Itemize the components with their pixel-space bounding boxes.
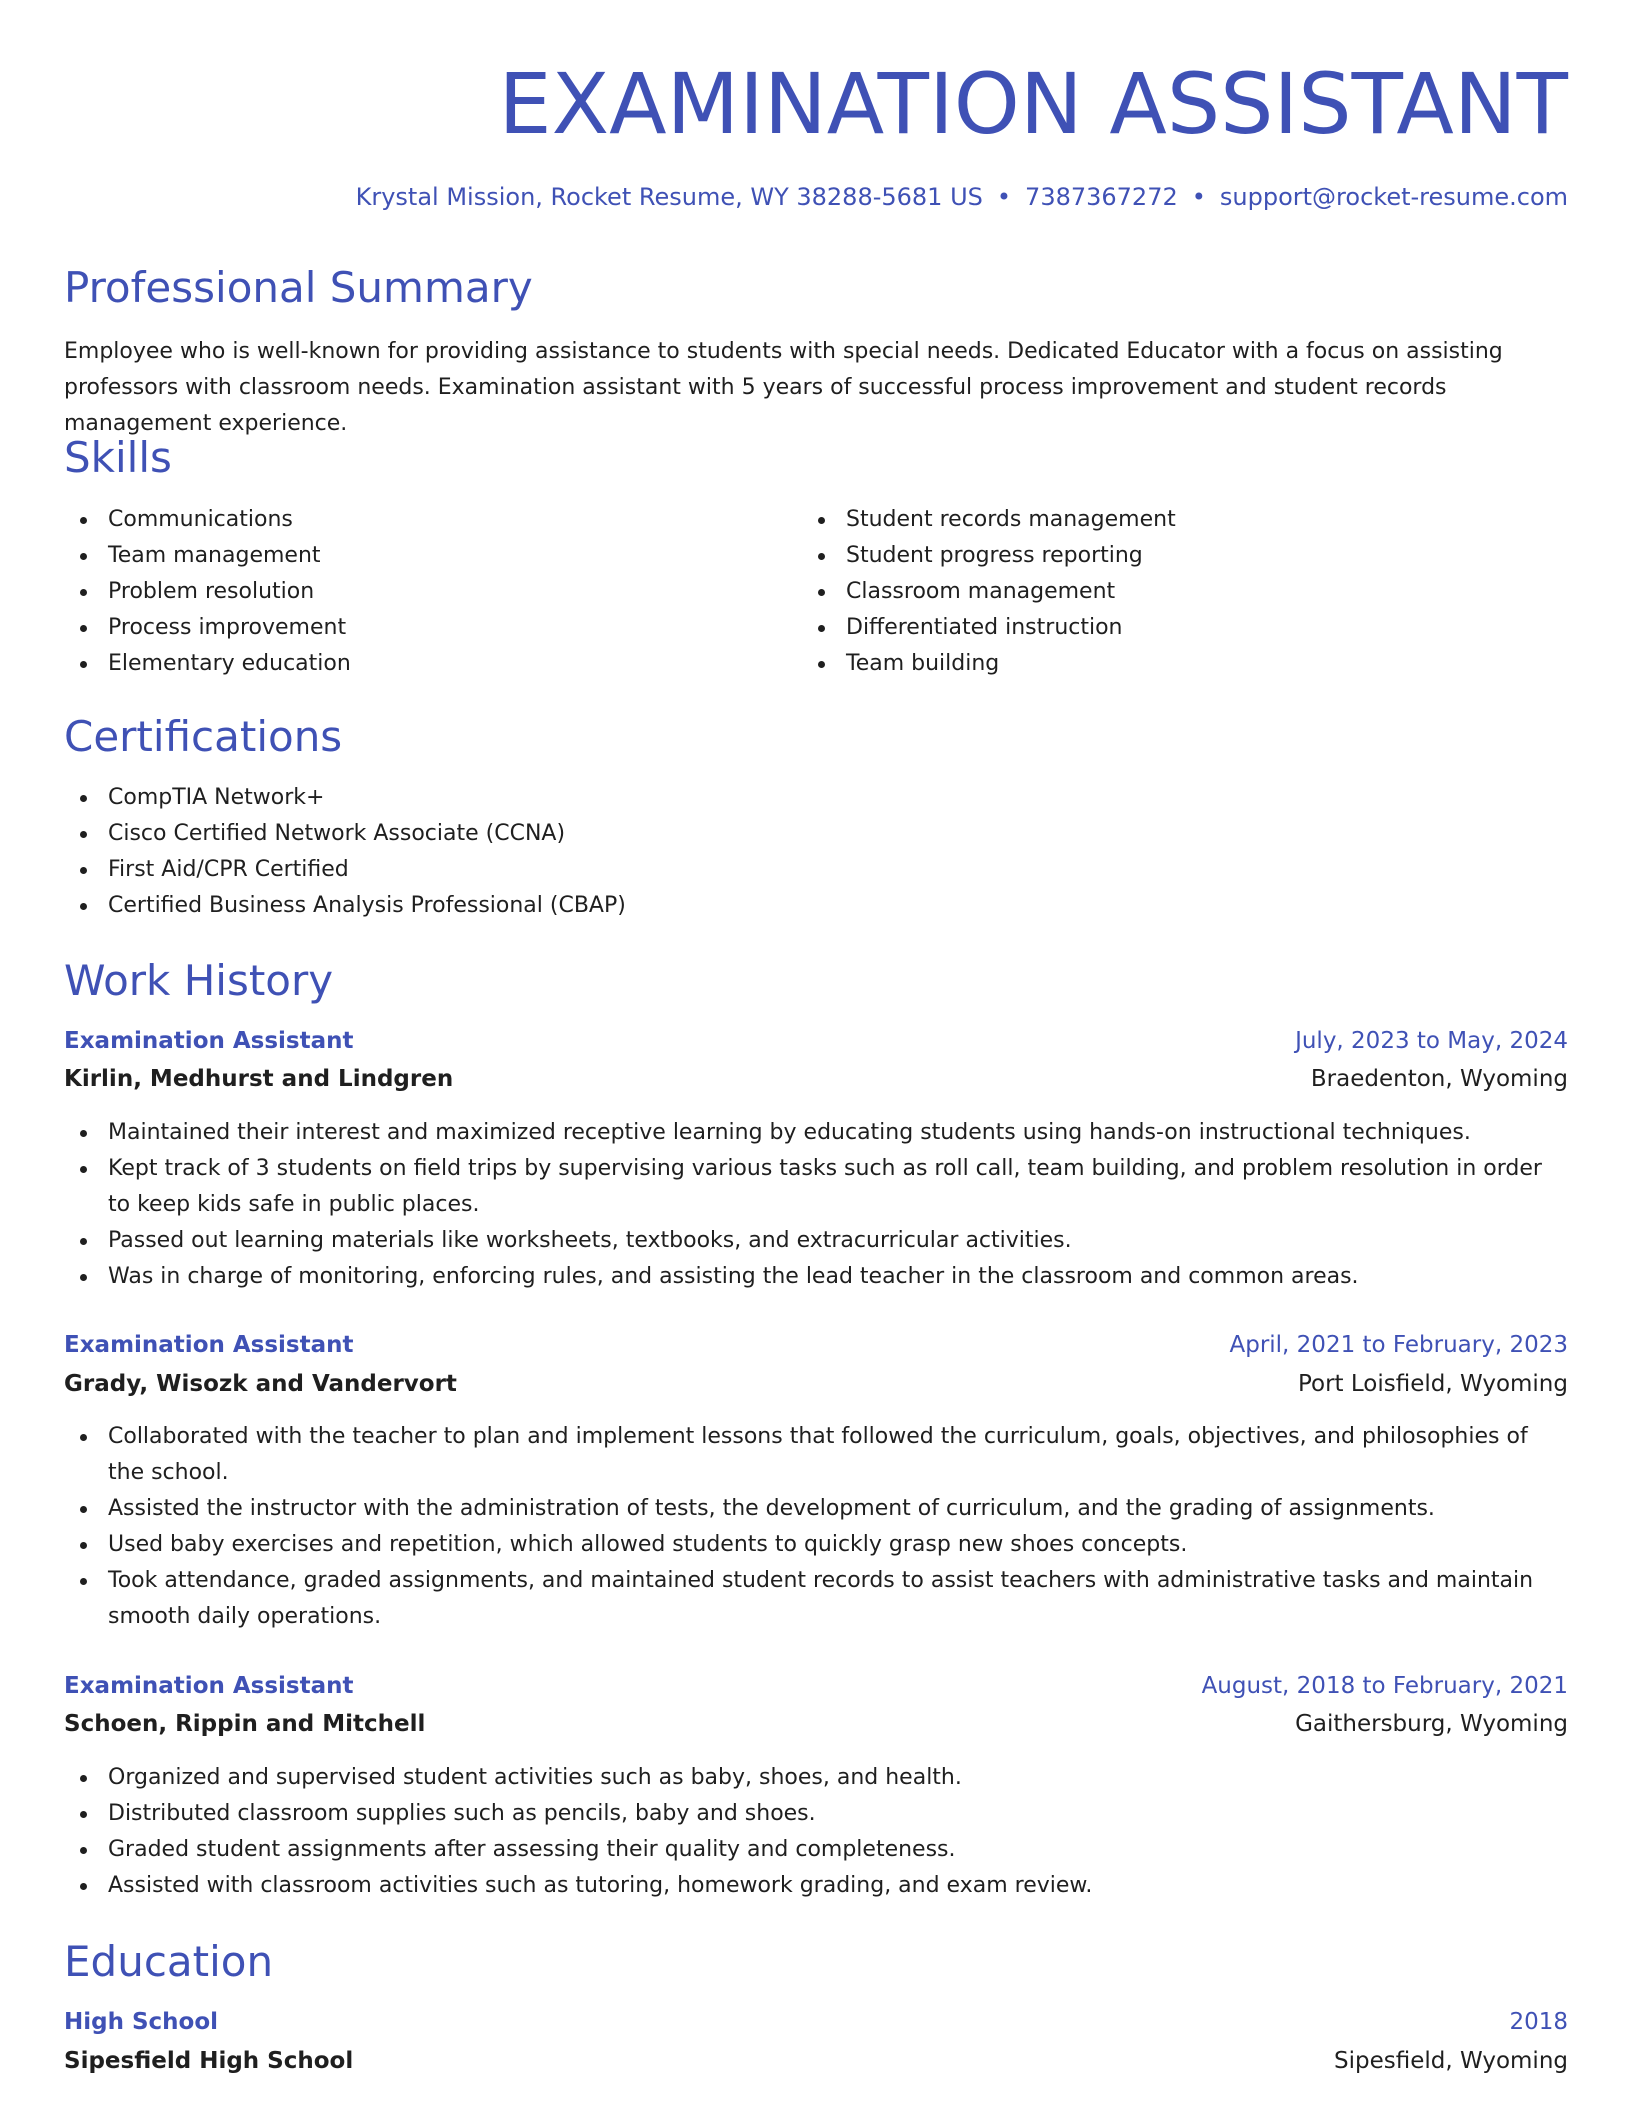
education-school: Sipesfield High School: [64, 2048, 354, 2074]
contact-email: support@rocket-resume.com: [1219, 183, 1568, 211]
job-title: Examination Assistant: [64, 1332, 354, 1358]
job-employer-row: [64, 1706, 1568, 1742]
job-duties-list: [64, 1115, 1568, 1295]
job-duties-list: [64, 1760, 1568, 1904]
job-duty: Used baby exercises and repetition, which allowed students to quickly grasp new shoes concepts.: [64, 1527, 1568, 1563]
job-duty: Kept track of 3 students on field trips by supervising various tasks such as roll call, team building, and problem resolution in order to keep kids safe in public places.: [64, 1151, 1568, 1223]
job-title: Examination Assistant: [64, 1673, 354, 1699]
certification-item: First Aid/CPR Certified: [64, 852, 1568, 888]
skills-heading: Skills: [64, 433, 172, 482]
education-header: [64, 2004, 1568, 2040]
skills-list-left: [64, 502, 764, 682]
contact-line: [356, 180, 1568, 214]
job-duty: Distributed classroom supplies such as pencils, baby and shoes.: [64, 1796, 1568, 1832]
skill-item: Classroom management: [802, 574, 1502, 610]
summary-heading: Professional Summary: [64, 263, 533, 312]
job-header: [64, 1023, 1568, 1059]
education-year: 2018: [1509, 2009, 1568, 2035]
job-title: Examination Assistant: [64, 1028, 354, 1054]
job-dates: July, 2023 to May, 2024: [1295, 1028, 1568, 1054]
skill-item: Elementary education: [64, 646, 764, 682]
job-duty: Organized and supervised student activities such as baby, shoes, and health.: [64, 1760, 1568, 1796]
resume-page: [64, 0, 1568, 2112]
certification-item: CompTIA Network+: [64, 780, 1568, 816]
skill-item: Team building: [802, 646, 1502, 682]
education-degree: High School: [64, 2009, 219, 2035]
contact-address: Krystal Mission, Rocket Resume, WY 38288-5681 US: [355, 183, 983, 211]
job-header: [64, 1668, 1568, 1704]
job-dates: August, 2018 to February, 2021: [1201, 1673, 1568, 1699]
skill-item: Process improvement: [64, 610, 764, 646]
contact-separator: •: [996, 183, 1012, 211]
skill-item: Differentiated instruction: [802, 610, 1502, 646]
job-duty: Maintained their interest and maximized receptive learning by educating students using hands-on instructional techniques.: [64, 1115, 1568, 1151]
certifications-heading: Certifications: [64, 712, 343, 761]
work-history-heading: Work History: [64, 956, 334, 1005]
job-location: Gaithersburg, Wyoming: [1295, 1711, 1568, 1737]
job-duty: Assisted the instructor with the administration of tests, the development of curriculum, and the grading of assignments.: [64, 1491, 1568, 1527]
job-duties-list: [64, 1419, 1568, 1635]
certifications-list: [64, 780, 1568, 924]
education-location: Sipesfield, Wyoming: [1334, 2048, 1568, 2074]
skill-item: Team management: [64, 538, 764, 574]
job-location: Braedenton, Wyoming: [1310, 1066, 1568, 1092]
skill-item: Student records management: [802, 502, 1502, 538]
job-employer: Kirlin, Medhurst and Lindgren: [64, 1066, 454, 1092]
education-school-row: [64, 2043, 1568, 2079]
job-dates: April, 2021 to February, 2023: [1229, 1332, 1568, 1358]
job-duty: Assisted with classroom activities such as tutoring, homework grading, and exam review.: [64, 1868, 1568, 1904]
job-location: Port Loisfield, Wyoming: [1297, 1371, 1568, 1397]
job-duty: Took attendance, graded assignments, and maintained student records to assist teachers with administrative tasks and maintain smooth daily operations.: [64, 1563, 1568, 1635]
skill-item: Communications: [64, 502, 764, 538]
certification-item: Cisco Certified Network Associate (CCNA): [64, 816, 1568, 852]
summary-text: Employee who is well-known for providing assistance to students with special needs. Dedicated Educator with a focus on assisting professors with classroom needs. Examination assistant with 5 years of successful process improvement and student records management experience.: [64, 339, 1503, 436]
job-duty: Graded student assignments after assessing their quality and completeness.: [64, 1832, 1568, 1868]
skill-item: Problem resolution: [64, 574, 764, 610]
job-employer: Grady, Wisozk and Vandervort: [64, 1371, 457, 1397]
education-heading: Education: [64, 1937, 274, 1986]
job-duty: Collaborated with the teacher to plan and implement lessons that followed the curriculum, goals, objectives, and philosophies of the school.: [64, 1419, 1568, 1491]
certification-item: Certified Business Analysis Professional (CBAP): [64, 888, 1568, 924]
job-employer: Schoen, Rippin and Mitchell: [64, 1711, 426, 1737]
job-duty: Passed out learning materials like worksheets, textbooks, and extracurricular activities.: [64, 1223, 1568, 1259]
job-header: [64, 1327, 1568, 1363]
resume-title: EXAMINATION ASSISTANT: [498, 55, 1568, 153]
skills-list-right: [802, 502, 1502, 682]
contact-separator: •: [1191, 183, 1206, 211]
job-employer-row: [64, 1366, 1568, 1402]
job-employer-row: [64, 1061, 1568, 1097]
contact-phone: 7387367272: [1025, 183, 1178, 211]
job-duty: Was in charge of monitoring, enforcing rules, and assisting the lead teacher in the classroom and common areas.: [64, 1259, 1568, 1295]
skill-item: Student progress reporting: [802, 538, 1502, 574]
